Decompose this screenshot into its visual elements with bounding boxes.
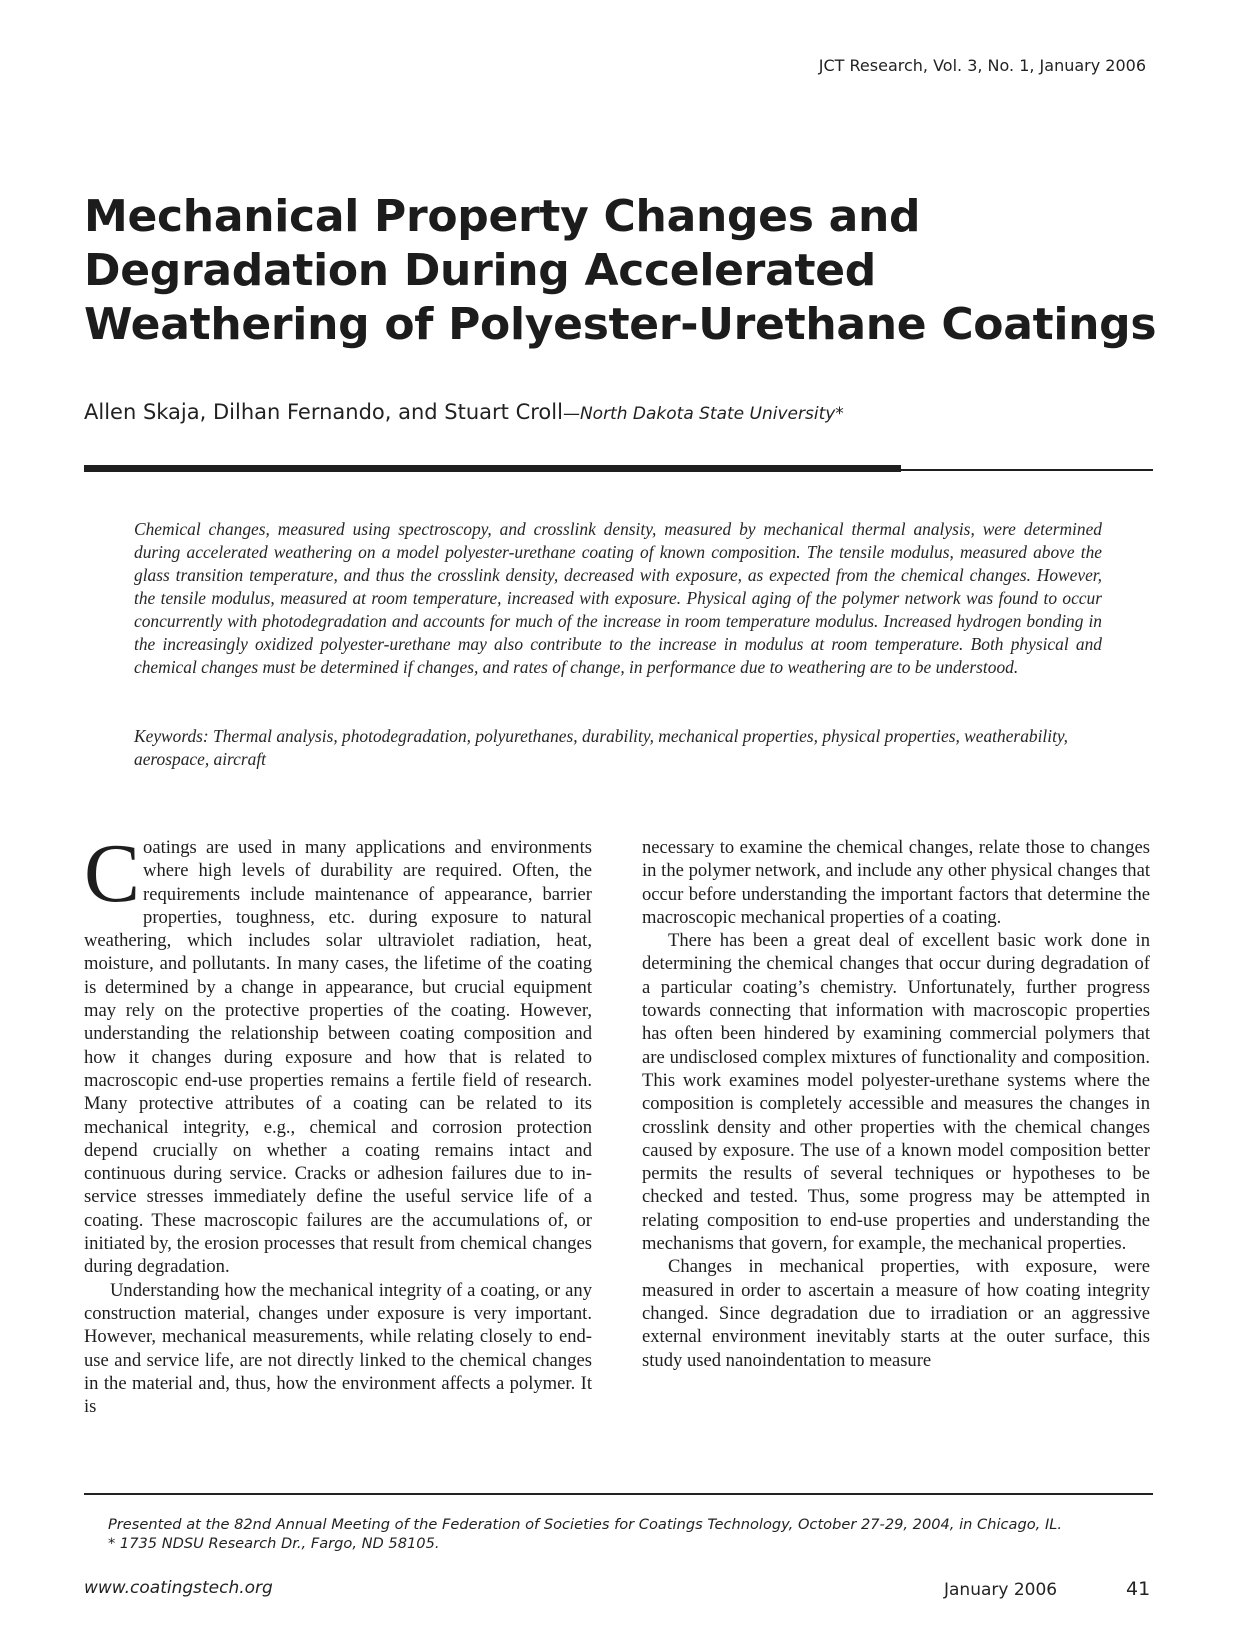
- abstract: Chemical changes, measured using spectroscopy, and crosslink density, measured by mechanical thermal analysis, were determined during accelerated weathering on a model polyester-urethane coating of known composition. The tensile modulus, measured above the glass transition temperature, and thus the crosslink density, decreased with exposure, as expected from the chemical changes. However, the tensile modulus, measured at room temperature, increased with exposure. Physical aging of the polymer network was found to occur concurrently with photodegradation and accounts for much of the increase in room temperature modulus. Increased hydrogen bonding in the increasingly oxidized polyester-urethane may also contribute to the increase in modulus at room temperature. Both physical and chemical changes must be determined if changes, and rates of change, in performance due to weathering are to be understood.: [134, 519, 1102, 677]
- footer-date: January 2006: [944, 1580, 1058, 1600]
- author-line: [84, 400, 844, 424]
- body-column-left: [84, 827, 592, 1418]
- author-names: Allen Skaja, Dilhan Fernando, and Stuart Croll: [84, 400, 563, 424]
- article-title: Mechanical Property Changes and Degradation During Accelerated Weathering of Polyester-Urethane Coatings: [84, 191, 1157, 350]
- affiliation: —North Dakota State University*: [562, 404, 844, 424]
- keywords: Keywords: Thermal analysis, photodegradation, polyurethanes, durability, mechanical properties, physical properties, weatherability, aerospace, aircraft: [134, 726, 1069, 769]
- footnote-presented: Presented at the 82nd Annual Meeting of the Federation of Societies for Coatings Technology, October 27-29, 2004, in Chicago, IL.: [108, 1516, 1063, 1533]
- running-head: JCT Research, Vol. 3, No. 1, January 2006: [818, 56, 1146, 75]
- body-paragraph: Understanding how the mechanical integrity of a coating, or any construction material, changes under exposure is very important. However, mechanical measurements, while relating closely to end-use and service life, are not directly linked to the chemical changes in the material and, thus, how the environment affects a polymer. It is: [84, 1279, 592, 1418]
- body-paragraph: necessary to examine the chemical changes, relate those to changes in the polymer network, and include any other physical changes that occur before understanding the important factors that determine the macroscopic mechanical properties of a coating.: [642, 837, 1150, 928]
- body-paragraph: Changes in mechanical properties, with exposure, were measured in order to ascertain a measure of how coating integrity changed. Since degradation due to irradiation or an aggressive external environment inevitably starts at the outer surface, this study used nanoindentation to measure: [642, 1256, 1150, 1371]
- drop-cap: C: [84, 827, 141, 920]
- footnote-rule: [84, 1493, 1153, 1495]
- title-rule-thin: [901, 469, 1153, 471]
- title-rule-thick: [84, 465, 901, 472]
- footer-url: www.coatingstech.org: [84, 1578, 273, 1598]
- body-paragraph: There has been a great deal of excellent basic work done in determining the chemical changes that occur during degradation of a particular coating’s chemistry. Unfortunately, further progress towards connecting that information with macroscopic properties has often been hindered by examining commercial polymers that are undisclosed complex mixtures of functionality and composition. This work examines model polyester-urethane systems where the composition is completely accessible and measures the changes in crosslink density and other properties with the chemical changes caused by exposure. The use of a known model composition better permits the results of several techniques or hypotheses to be checked and tested. Thus, some progress may be attempted in relating composition to end-use properties and understanding the mechanisms that govern, for example, the mechanical properties.: [642, 930, 1150, 1255]
- body-paragraph: [84, 827, 592, 1279]
- footnote-address: * 1735 NDSU Research Dr., Fargo, ND 58105.: [108, 1535, 440, 1552]
- body-column-right: [642, 836, 1150, 1372]
- paragraph-text: oatings are used in many applications and environments where high levels of durability are required. Often, the requirements include maintenance of appearance, barrier properties, toughness, etc. during exposure to natural weathering, which includes solar ultraviolet radiation, heat, moisture, and pollutants. In many cases, the lifetime of the coating is determined by a change in appearance, but crucial equipment may rely on the protective properties of the coating. However, understanding the relationship between coating composition and how it changes during exposure and how that is related to macroscopic end-use properties remains a fertile field of research. Many protective attributes of a coating can be related to its mechanical integrity, e.g., chemical and corrosion protection depend crucially on whether a coating remains intact and continuous during service. Cracks or adhesion failures due to in-service stresses immediately define the useful service life of a coating. These macroscopic failures are the accumulations of, or initiated by, the erosion processes that result from chemical changes during degradation.: [84, 837, 592, 1278]
- page-number: 41: [1126, 1578, 1151, 1600]
- footnotes: [108, 1515, 1148, 1553]
